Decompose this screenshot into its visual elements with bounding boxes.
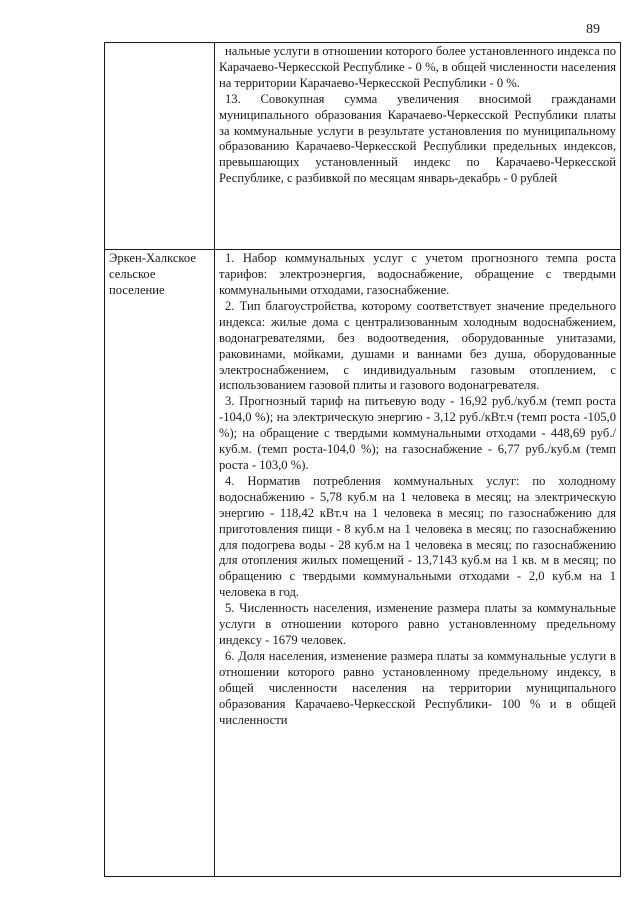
table-row (105, 250, 621, 877)
paragraph: 5. Численность населения, изменение размера платы за коммунальные услуги в отношении которого равно установленному предельному индексу - 1679 человек. (219, 601, 616, 647)
page-number: 89 (586, 22, 600, 37)
paragraph: 6. Доля населения, изменение размера платы за коммунальные услуги в отношении которого равно установленному предельному индексу, в общей численности населения на территории муниципального образования Карачаево-Черкесской Республики- 100 % и в общей численности (219, 648, 616, 727)
paragraph: 4. Норматив потребления коммунальных услуг: по холодному водоснабжению - 5,78 куб.м на 1 человека в месяц; на электрическую энергию - 118,42 кВт.ч на 1 человека в месяц; по газоснабжению для приготовления пищи - 8 куб.м на 1 человека в месяц; по газоснабжению для подогрева воды - 28 куб.м на 1 человека в месяц; по газоснабжению для отопления жилых помещений - 13,7143 куб.м на 1 кв. м в месяц; по обращению с твердыми коммунальными отходами - 2,0 куб.м на 1 человека в год. (219, 473, 616, 600)
description-cell (215, 250, 621, 877)
paragraph: 3. Прогнозный тариф на питьевую воду - 16,92 руб./куб.м (темп роста -104,0 %); на электрическую энергию - 3,12 руб./кВт.ч (темп роста -105,0 %); на обращение с твердыми коммунальными отходами - 448,69 руб./куб.м. (темп роста-104,0 %); на газоснабжение - 6,77 руб./куб.м (темп роста - 103,0 %). (219, 394, 616, 473)
paragraph: 2. Тип благоустройства, которому соответствует значение предельного индекса: жилые дома с централизованным холодным водоснабжением, водонагревателями, без водоотведения, оборудованные унитазами, раковинами, мойками, душами и ваннами без душа, оборудованные электроснабжением, с индивидуальным газовым отоплением, с использованием газовой плиты и газового водонагревателя. (219, 298, 616, 393)
municipality-name-cell: Эркен-Халкское сельское поселение (105, 250, 215, 877)
description-cell (215, 43, 621, 250)
table-row (105, 43, 621, 250)
paragraph: 1. Набор коммунальных услуг с учетом прогнозного темпа роста тарифов: электроэнергия, водоснабжение, обращение с твердыми коммунальными отходами, газоснабжение. (219, 251, 616, 298)
municipality-name-cell (105, 43, 215, 250)
paragraph: нальные услуги в отношении которого более установленного индекса по Карачаево-Черкесской Республике - 0 %, в общей численности населения на территории Карачаево-Черкесской Республики - 0 %. (219, 44, 616, 90)
paragraph: 13. Совокупная сумма увеличения вносимой гражданами муниципального образования Карачаево-Черкесской Республики платы за коммунальные услуги в результате установления по муниципальному образованию Карачаево-Черкесской Республики предельных индексов, превышающих установленный индекс по Карачаево-Черкесской Республике, с разбивкой по месяцам январь-декабрь - 0 рублей (219, 91, 616, 186)
document-table (104, 42, 621, 877)
